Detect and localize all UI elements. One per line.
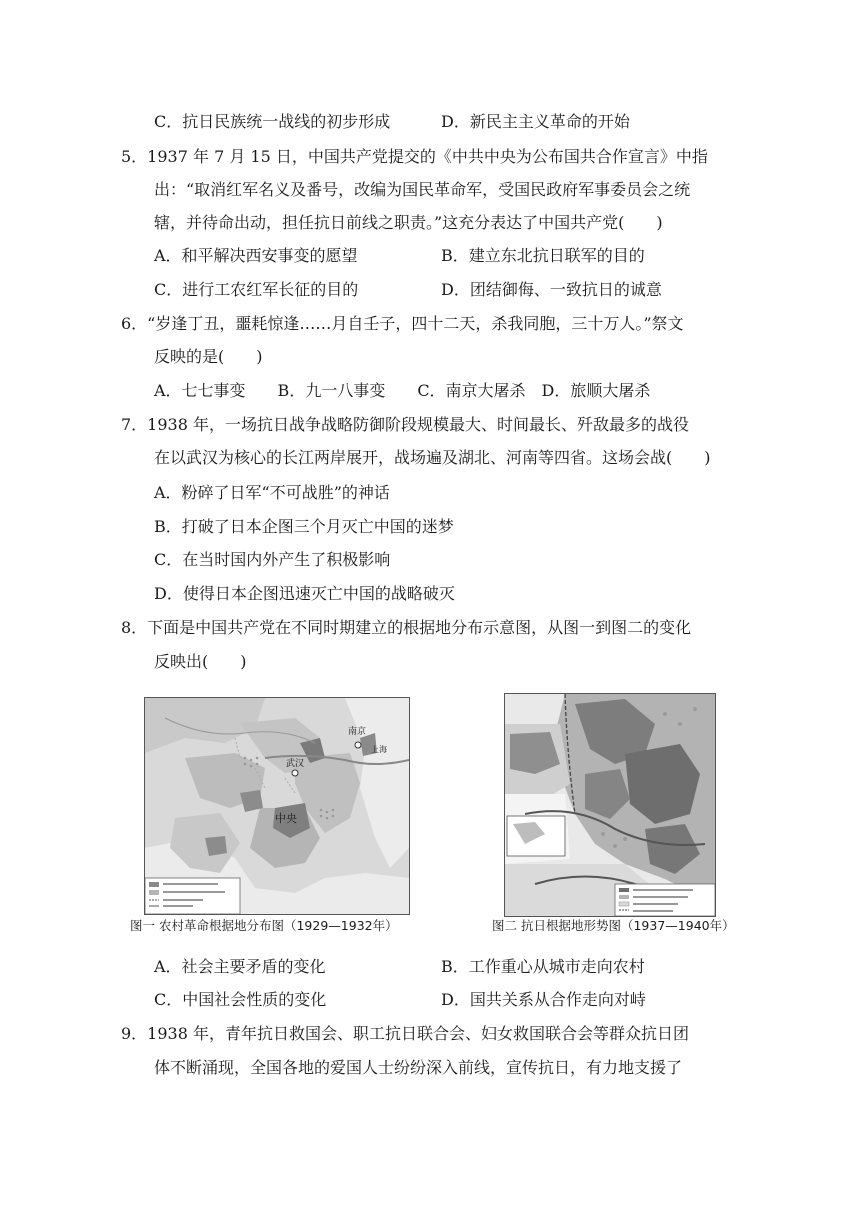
q5-stem-line-1: 5．1937 年 7 月 15 日，中国共产党提交的《中共中央为公布国共合作宣言》中指 — [121, 147, 708, 166]
q7-option-d: D．使得日本企图迅速灭亡中国的战略破灭 — [154, 584, 455, 603]
q9-stem-line-1: 9．1938 年，青年抗日救国会、职工抗日联合会、妇女救国联合会等群众抗日团 — [121, 1024, 689, 1043]
q5-option-a: A．和平解决西安事变的愿望 — [154, 246, 358, 265]
map1-label-wuhan: 武汉 — [286, 759, 305, 769]
q8-option-a: A．社会主要矛盾的变化 — [154, 957, 326, 976]
figure-1-map-drawing — [145, 698, 409, 914]
figure-1-map — [144, 697, 410, 915]
q7-stem-line-1: 7．1938 年，一场抗日战争战略防御阶段规模最大、时间最长、歼敌最多的战役 — [121, 415, 689, 434]
q4-option-d: D．新民主主义革命的开始 — [441, 112, 630, 131]
q6-stem-line-1: 6．“岁逢丁丑，噩耗惊逢……月自壬子，四十二天，杀我同胞，三十万人。”祭文 — [121, 314, 684, 333]
figure-2-caption: 图二 抗日根据地形势图（1937—1940年） — [492, 918, 735, 933]
figure-1-caption: 图一 农村革命根据地分布图（1929—1932年） — [130, 918, 398, 933]
q5-option-d: D．团结御侮、一致抗日的诚意 — [441, 280, 662, 299]
q9-stem-line-2: 体不断涌现，全国各地的爱国人士纷纷深入前线，宣传抗日，有力地支援了 — [154, 1058, 683, 1077]
q5-option-c: C．进行工农红军长征的目的 — [154, 280, 359, 299]
figure-2-map — [504, 693, 716, 917]
figure-2-map-drawing — [505, 694, 715, 916]
q5-stem-line-2: 出：“取消红军名义及番号，改编为国民革命军，受国民政府军事委员会之统 — [154, 180, 691, 199]
q5-stem-line-3: 辖，并待命出动，担任抗日前线之职责。”这充分表达了中国共产党( ) — [154, 213, 663, 232]
q7-stem-line-2: 在以武汉为核心的长江两岸展开，战场遍及湖北、河南等四省。这场会战( ) — [154, 448, 711, 467]
q8-option-b: B．工作重心从城市走向农村 — [441, 957, 645, 976]
q7-option-a: A．粉碎了日军“不可战胜”的神话 — [154, 483, 390, 502]
q8-stem-line-2: 反映出( ) — [154, 652, 247, 671]
map1-label-center: 中央 — [275, 812, 297, 825]
q7-option-b: B．打破了日本企图三个月灭亡中国的迷梦 — [154, 517, 454, 536]
map1-label-shanghai: 上海 — [371, 745, 387, 754]
q5-option-b: B．建立东北抗日联军的目的 — [441, 246, 645, 265]
q6-stem-line-2: 反映的是( ) — [154, 347, 263, 366]
q8-stem-line-1: 8．下面是中国共产党在不同时期建立的根据地分布示意图，从图一到图二的变化 — [121, 618, 692, 637]
map1-label-nanjing: 南京 — [348, 727, 367, 737]
q7-option-c: C．在当时国内外产生了积极影响 — [154, 550, 391, 569]
q8-option-c: C．中国社会性质的变化 — [154, 990, 327, 1009]
q8-option-d: D．国共关系从合作走向对峙 — [441, 990, 646, 1009]
q6-options: A．七七事变 B．九一八事变 C．南京大屠杀 D．旅顺大屠杀 — [154, 381, 651, 400]
q4-option-c: C．抗日民族统一战线的初步形成 — [154, 112, 391, 131]
